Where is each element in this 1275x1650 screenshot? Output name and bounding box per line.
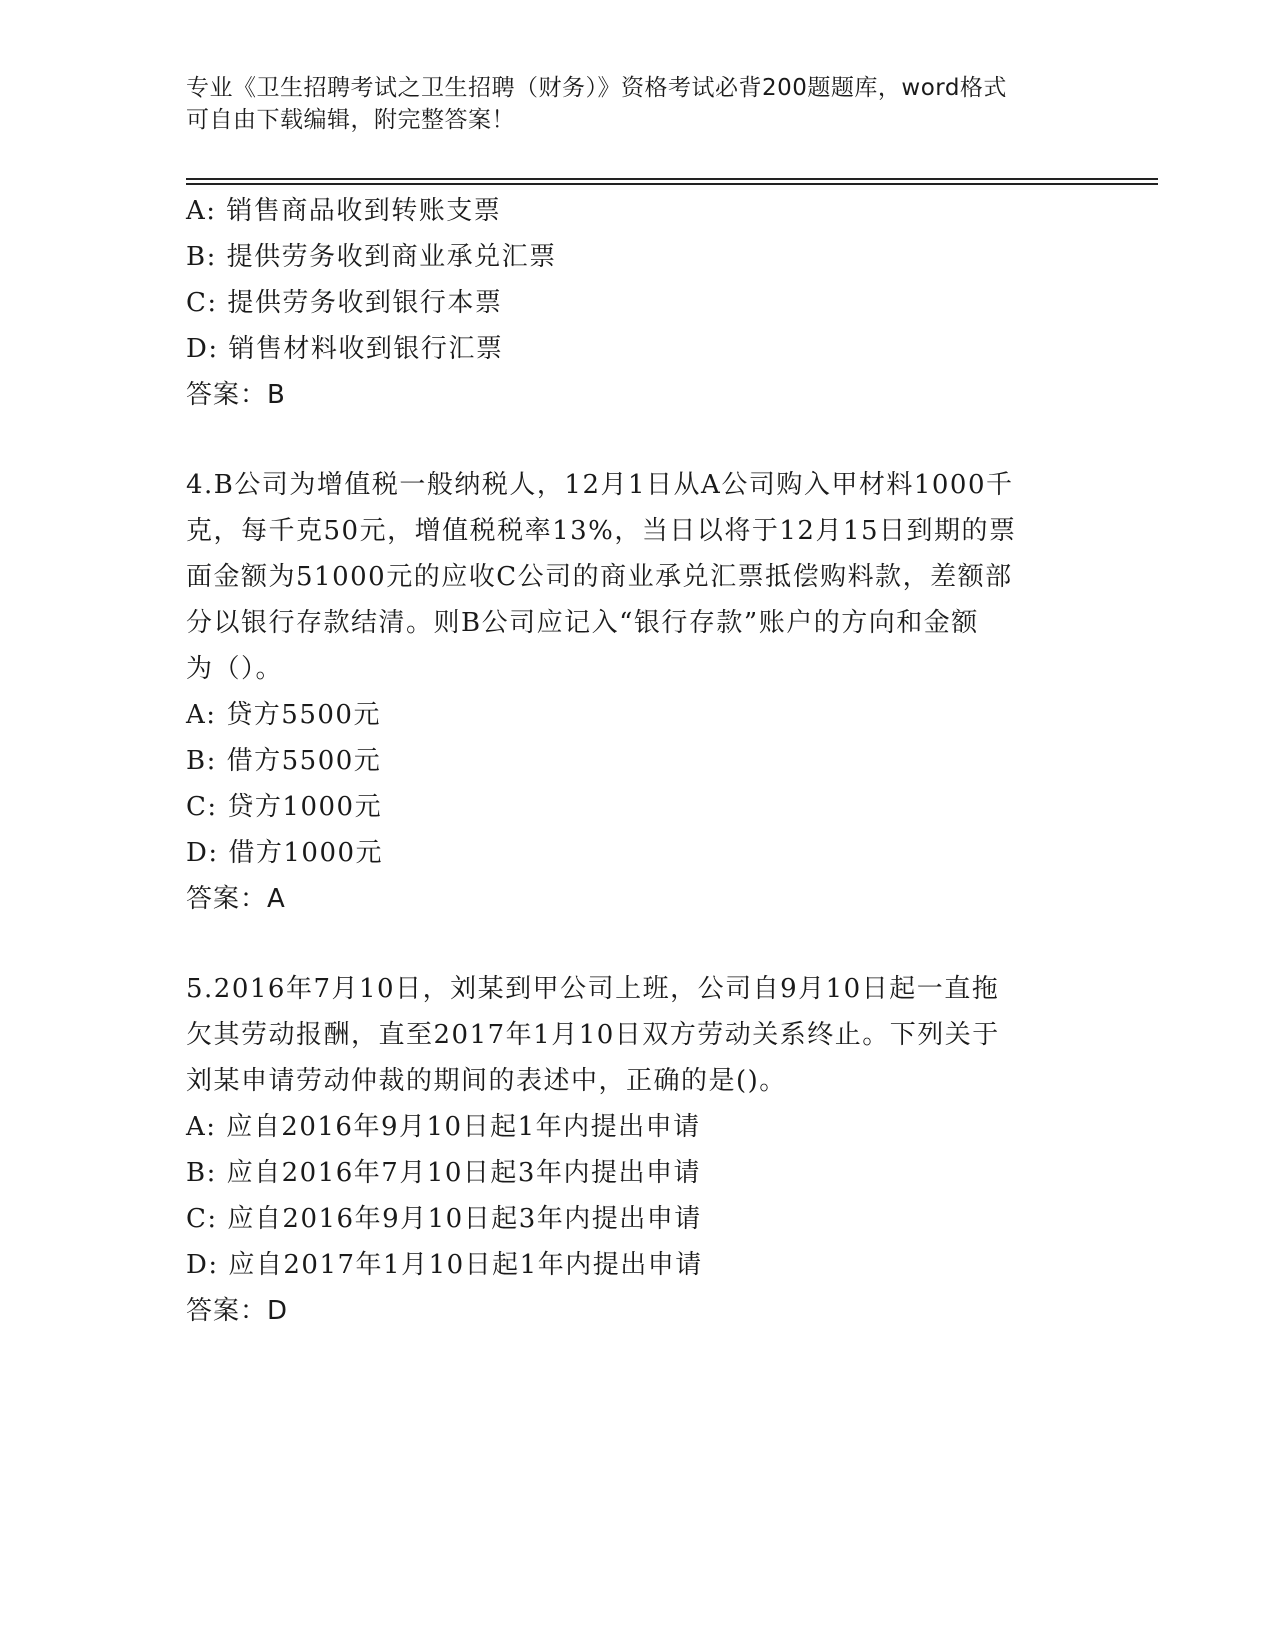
option-a: A: 贷方5500元 xyxy=(186,700,381,730)
question-text-line: 克，每千克50元，增值税税率13%，当日以将于12月15日到期的票 xyxy=(186,516,1017,546)
option-b: B: 借方5500元 xyxy=(186,746,382,776)
question-list xyxy=(186,188,1086,1334)
header-title-line-2: 可自由下载编辑，附完整答案！ xyxy=(186,107,515,133)
header-title-line-1: 专业《卫生招聘考试之卫生招聘（财务）》资格考试必背200题题库，word格式 xyxy=(186,75,1007,101)
question-text-line: 5.2016年7月10日，刘某到甲公司上班，公司自9月10日起一直拖 xyxy=(186,974,1000,1004)
option-c: C: 贷方1000元 xyxy=(186,792,383,822)
header-divider-top xyxy=(186,178,1158,180)
question-3 xyxy=(186,188,1086,418)
spacer xyxy=(186,922,1086,966)
answer-label: 答案：A xyxy=(186,884,286,914)
option-d: D: 销售材料收到银行汇票 xyxy=(186,334,504,364)
option-a: A: 应自2016年9月10日起1年内提出申请 xyxy=(186,1112,701,1142)
option-a: A: 销售商品收到转账支票 xyxy=(186,196,502,226)
option-d: D: 借方1000元 xyxy=(186,838,384,868)
answer-label: 答案：B xyxy=(186,380,286,410)
question-text-line: 分以银行存款结清。则B公司应记入“银行存款”账户的方向和金额 xyxy=(186,608,979,638)
option-b: B: 提供劳务收到商业承兑汇票 xyxy=(186,242,557,272)
question-text-line: 面金额为51000元的应收C公司的商业承兑汇票抵偿购料款，差额部 xyxy=(186,562,1013,592)
header-divider-bottom xyxy=(186,183,1158,185)
document-header xyxy=(186,72,1086,136)
question-text-line: 欠其劳动报酬，直至2017年1月10日双方劳动关系终止。下列关于 xyxy=(186,1020,1000,1050)
option-c: C: 提供劳务收到银行本票 xyxy=(186,288,503,318)
option-b: B: 应自2016年7月10日起3年内提出申请 xyxy=(186,1158,701,1188)
answer-label: 答案：D xyxy=(186,1296,289,1326)
question-text-line: 为（）。 xyxy=(186,654,284,684)
option-c: C: 应自2016年9月10日起3年内提出申请 xyxy=(186,1204,702,1234)
question-5 xyxy=(186,966,1086,1334)
spacer xyxy=(186,418,1086,462)
option-d: D: 应自2017年1月10日起1年内提出申请 xyxy=(186,1250,703,1280)
question-text-line: 刘某申请劳动仲裁的期间的表述中，正确的是()。 xyxy=(186,1066,787,1096)
question-text-line: 4.B公司为增值税一般纳税人，12月1日从A公司购入甲材料1000千 xyxy=(186,470,1014,500)
question-4 xyxy=(186,462,1086,922)
